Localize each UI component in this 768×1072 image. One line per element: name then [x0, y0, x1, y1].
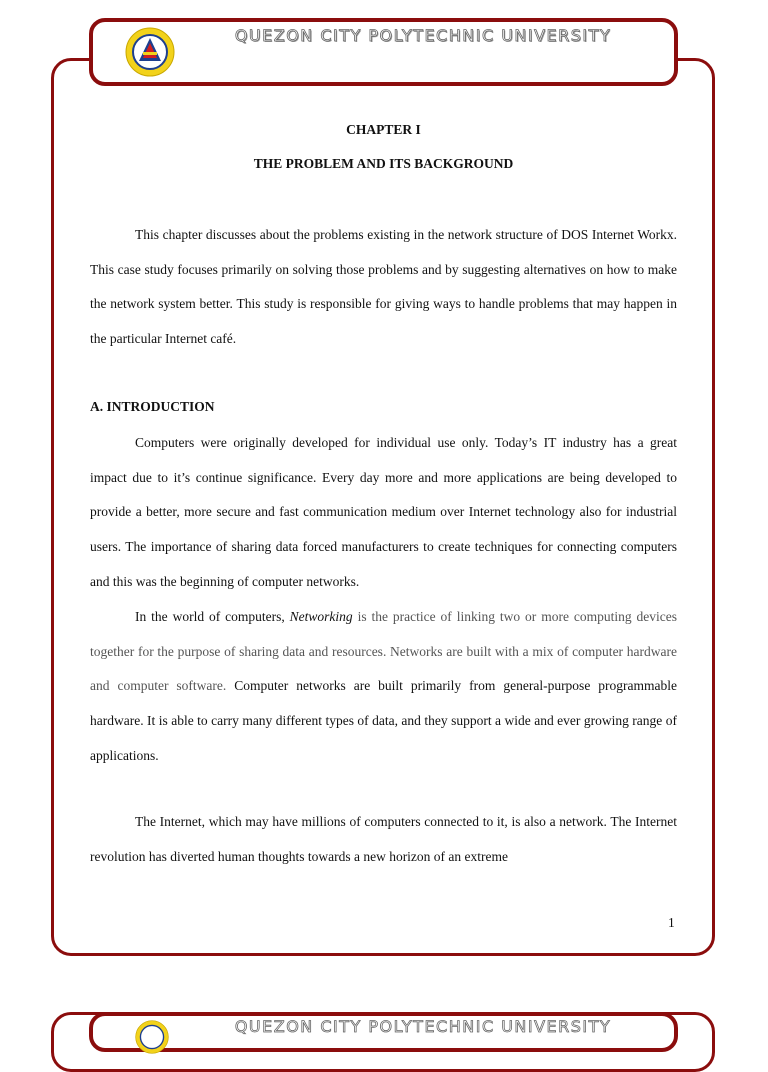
page-number: 1	[668, 915, 675, 930]
paragraph-2-lead-text: In the world of computers,	[135, 609, 290, 624]
section-heading-introduction: A. INTRODUCTION	[90, 399, 215, 414]
introduction-paragraph-1: Computers were originally developed for individual use only. Today’s IT industry has a great impact due to it’s continue significance. Every day more and more applications are being developed to provide a better, more secure and fast communication medium over Internet technology also for industrial users. The importance of sharing data forced manufacturers to create techniques for connecting computers and this was the beginning of computer networks.	[90, 435, 677, 589]
next-page-university-name: QUEZON CITY POLYTECHNIC UNIVERSITY	[234, 1017, 612, 1036]
university-seal-icon	[125, 27, 175, 77]
networking-definition-text: is the practice of linking two or more computing devices together for the purpose of sharing data and resources. Networks are built with a mix of computer hardware and computer software.	[90, 609, 677, 694]
networking-term: Networking	[289, 609, 353, 624]
chapter-title: THE PROBLEM AND ITS BACKGROUND	[253, 156, 514, 171]
university-seal-icon	[135, 1020, 169, 1054]
chapter-intro-paragraph: This chapter discusses about the problems existing in the network structure of DOS Internet Workx. This case study focuses primarily on solving those problems and by suggesting alternatives on how to make the network system better. This study is responsible for giving ways to handle problems that may happen in the particular Internet café.	[90, 227, 677, 347]
university-name: QUEZON CITY POLYTECHNIC UNIVERSITY	[234, 26, 612, 45]
chapter-number: CHAPTER I	[346, 122, 421, 137]
paragraph-2-rest-text: Computer networks are built primarily from general-purpose programmable hardware. It is able to carry many different types of data, and they support a wide and ever growing range of applications.	[90, 678, 678, 763]
page-header	[89, 18, 678, 86]
introduction-paragraph-2	[90, 600, 677, 774]
introduction-paragraph-3: The Internet, which may have millions of computers connected to it, is also a network. The Internet revolution has diverted human thoughts towards a new horizon of an extreme	[90, 814, 677, 864]
next-page-header	[89, 1012, 678, 1052]
